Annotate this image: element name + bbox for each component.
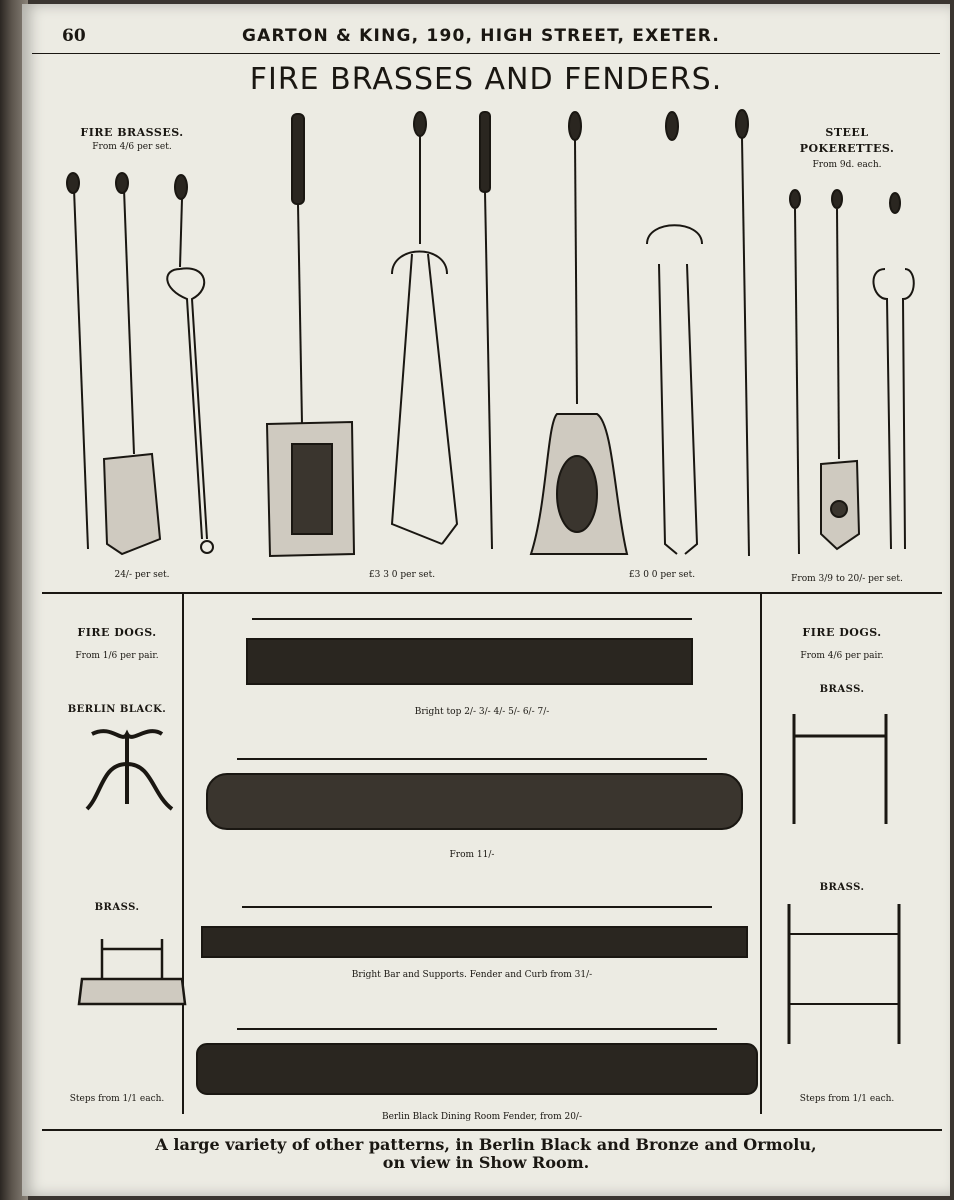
- pokerettes-heading-line2: POKERETTES.: [799, 142, 895, 155]
- brass-fire-dog-right-1-illustration: [774, 704, 914, 839]
- fire-dogs-right-heading: FIRE DOGS.: [802, 626, 882, 639]
- set-2-price: £3 3 0 per set.: [368, 570, 436, 580]
- fire-irons-set-1-illustration: [62, 169, 232, 564]
- fire-brasses-price-note: From 4/6 per set.: [92, 142, 172, 152]
- brass-label-left: BRASS.: [94, 902, 140, 913]
- fire-dogs-left-price-note: From 1/6 per pair.: [75, 651, 159, 661]
- fire-brasses-heading: FIRE BRASSES.: [80, 126, 184, 139]
- brass-fire-dog-right-2-illustration: [764, 894, 924, 1054]
- fender-2-caption: From 11/-: [449, 850, 495, 860]
- fender-3-caption: Bright Bar and Supports. Fender and Curb from 31/-: [351, 970, 593, 980]
- page-title: FIRE BRASSES AND FENDERS.: [249, 62, 723, 97]
- brass-fire-dog-left-illustration: [77, 919, 187, 1009]
- fender-3-illustration: [202, 862, 747, 962]
- footer-rule: [42, 1129, 942, 1131]
- fender-1-caption: Bright top 2/- 3/- 4/- 5/- 6/- 7/-: [414, 707, 550, 717]
- brass-label-right-2: BRASS.: [819, 882, 865, 893]
- left-column-rule: [182, 594, 184, 1114]
- pokerettes-heading-line1: STEEL: [825, 126, 869, 139]
- steps-left: Steps from 1/1 each.: [69, 1094, 165, 1104]
- fender-2-illustration: [207, 719, 742, 839]
- catalogue-page: [22, 4, 950, 1196]
- fender-4-illustration: [197, 984, 757, 1099]
- fender-4-caption: Berlin Black Dining Room Fender, from 20/-: [381, 1112, 583, 1122]
- page-number: 60: [62, 26, 86, 46]
- fire-irons-set-2-illustration: [262, 104, 492, 564]
- fire-dogs-left-heading: FIRE DOGS.: [77, 626, 157, 639]
- steps-right: Steps from 1/1 each.: [799, 1094, 895, 1104]
- brass-label-right-1: BRASS.: [819, 684, 865, 695]
- page-header: [32, 26, 940, 54]
- set-1-price: 24/- per set.: [114, 570, 170, 580]
- set-3-price: £3 0 0 per set.: [628, 570, 696, 580]
- pokerettes-illustration: [787, 189, 917, 564]
- berlin-black-label: BERLIN BLACK.: [67, 704, 167, 715]
- pokerettes-price-note: From 9d. each.: [812, 160, 882, 170]
- footer-line-1: A large variety of other patterns, in Berlin Black and Bronze and Ormolu,: [155, 1135, 817, 1154]
- section-divider: [42, 592, 942, 594]
- fire-irons-set-3-illustration: [527, 104, 767, 564]
- berlin-black-fire-dog-illustration: [82, 724, 172, 819]
- pokerettes-price: From 3/9 to 20/- per set.: [791, 574, 903, 584]
- footer-line-2: on view in Show Room.: [382, 1153, 590, 1172]
- fender-1-illustration: [247, 599, 697, 694]
- footer-note: [22, 1136, 950, 1172]
- fire-dogs-right-price-note: From 4/6 per pair.: [800, 651, 884, 661]
- right-column-rule: [760, 594, 762, 1114]
- store-name: GARTON & KING, 190, HIGH STREET, EXETER.: [242, 26, 721, 46]
